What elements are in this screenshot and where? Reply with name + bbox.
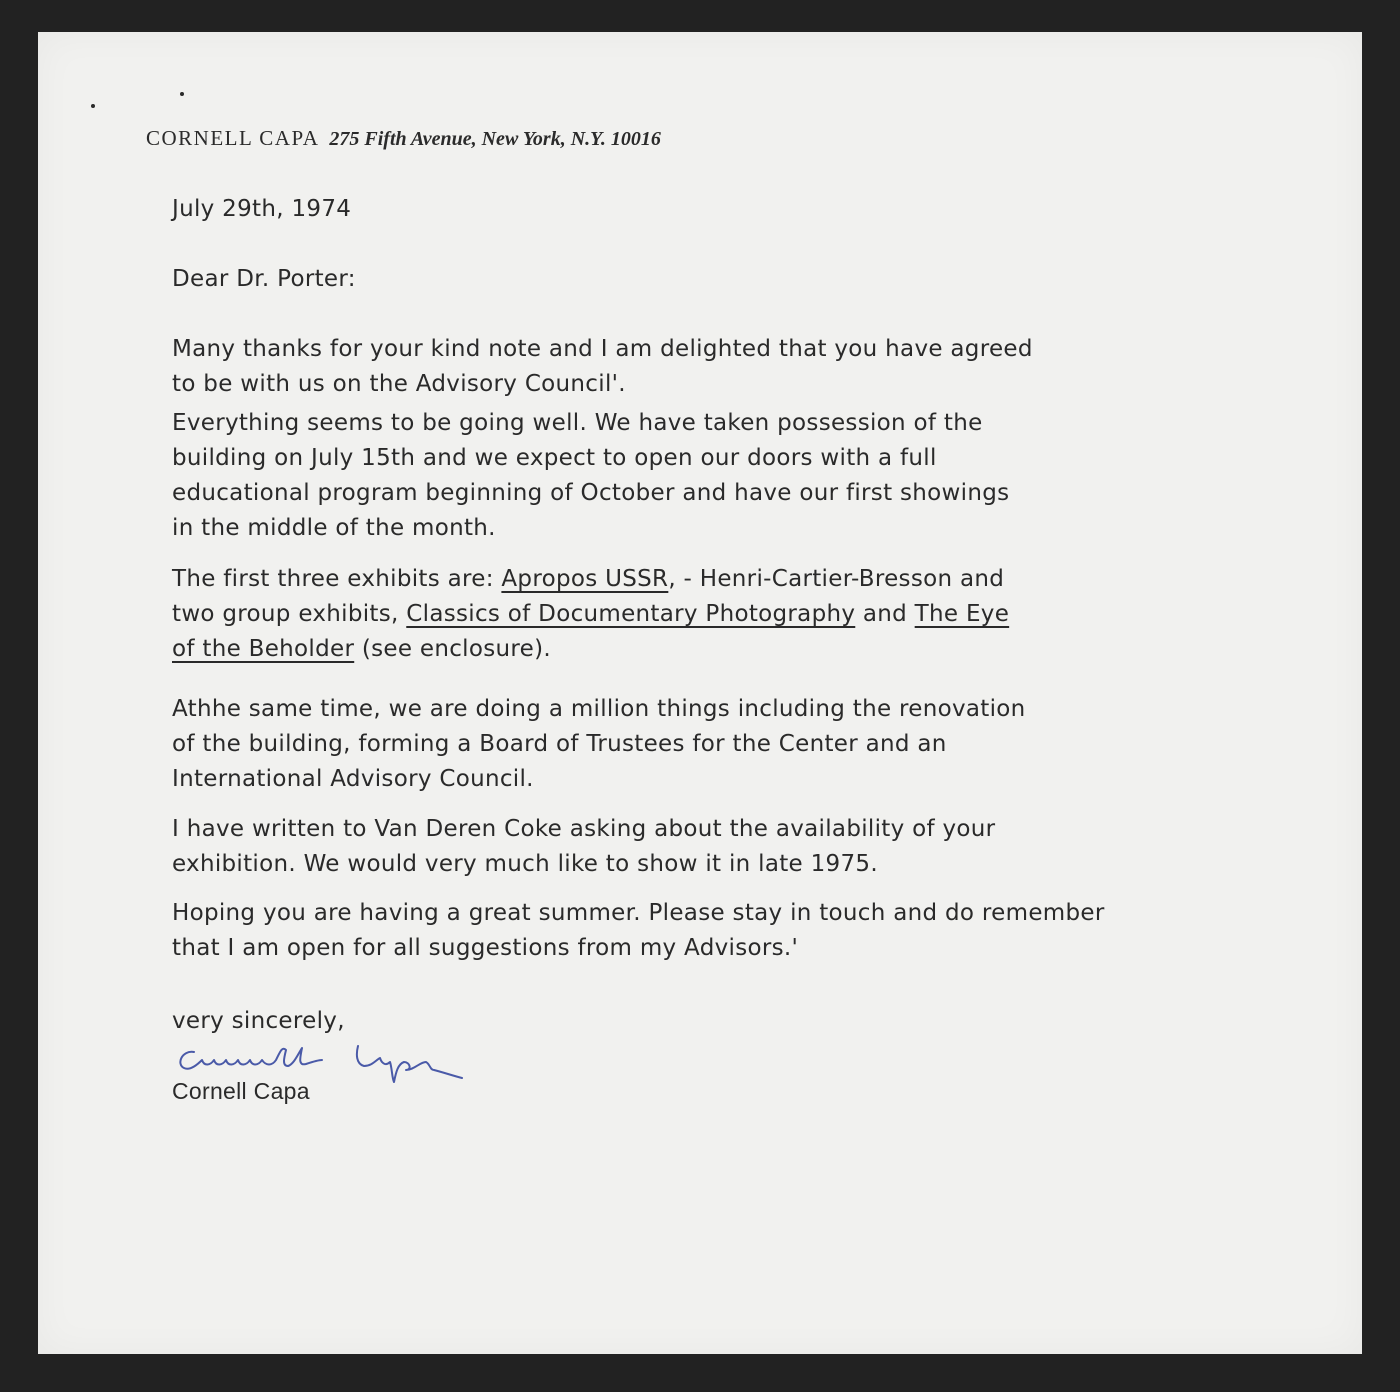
paragraph-2: [172, 406, 1009, 546]
letterhead-name: CORNELL CAPA: [146, 126, 320, 150]
text-run: (see enclosure).: [354, 636, 551, 662]
paper-mark: [91, 104, 95, 108]
text-line: [172, 632, 1009, 667]
text-line: [172, 597, 1009, 632]
exhibit-title-apropos-ussr: Apropos USSR: [501, 566, 669, 592]
exhibit-title-eye-beholder: of the Beholder: [172, 636, 355, 662]
signature-stroke: [357, 1046, 462, 1082]
letterhead-address: 275 Fifth Avenue, New York, N.Y. 10016: [329, 128, 661, 150]
signature-stroke: [180, 1048, 322, 1069]
text-run: , - Henri-Cartier-Bresson and: [668, 566, 1005, 592]
paragraph-3: [172, 562, 1009, 667]
text-line: [172, 562, 1009, 597]
text-run: two group exhibits,: [172, 601, 407, 627]
text-line: International Advisory Council.: [172, 766, 534, 792]
text-line: of the building, forming a Board of Trustees for the Center and an: [172, 731, 947, 757]
paragraph-1: [172, 332, 1033, 402]
letter-date: July 29th, 1974: [172, 196, 352, 222]
text-line: building on July 15th and we expect to open our doors with a full: [172, 445, 937, 471]
text-line: that I am open for all suggestions from my Advisors.': [172, 935, 799, 961]
text-line: Athhe same time, we are doing a million things including the renovation: [172, 696, 1026, 722]
text-line: Everything seems to be going well. We have taken possession of the: [172, 410, 983, 436]
exhibit-title-classics: Classics of Documentary Photography: [406, 601, 856, 627]
salutation: Dear Dr. Porter:: [172, 266, 356, 292]
text-line: I have written to Van Deren Coke asking about the availability of your: [172, 816, 996, 842]
signer-name: Cornell Capa: [172, 1078, 310, 1104]
text-line: exhibition. We would very much like to show it in late 1975.: [172, 851, 878, 877]
text-line: in the middle of the month.: [172, 515, 496, 541]
text-line: to be with us on the Advisory Council'.: [172, 371, 626, 397]
letterhead: [146, 126, 661, 151]
paper-mark: [180, 92, 184, 96]
exhibit-title-eye-beholder: The Eye: [914, 601, 1010, 627]
paragraph-4: [172, 692, 1026, 797]
paragraph-5: [172, 812, 995, 882]
closing: very sincerely,: [172, 1008, 345, 1034]
text-line: Hoping you are having a great summer. Please stay in touch and do remember: [172, 900, 1105, 926]
text-line: educational program beginning of October and have our first showings: [172, 480, 1010, 506]
text-run: The first three exhibits are:: [172, 566, 502, 592]
text-run: and: [855, 601, 915, 627]
text-line: Many thanks for your kind note and I am delighted that you have agreed: [172, 336, 1033, 362]
paragraph-6: [172, 896, 1105, 966]
